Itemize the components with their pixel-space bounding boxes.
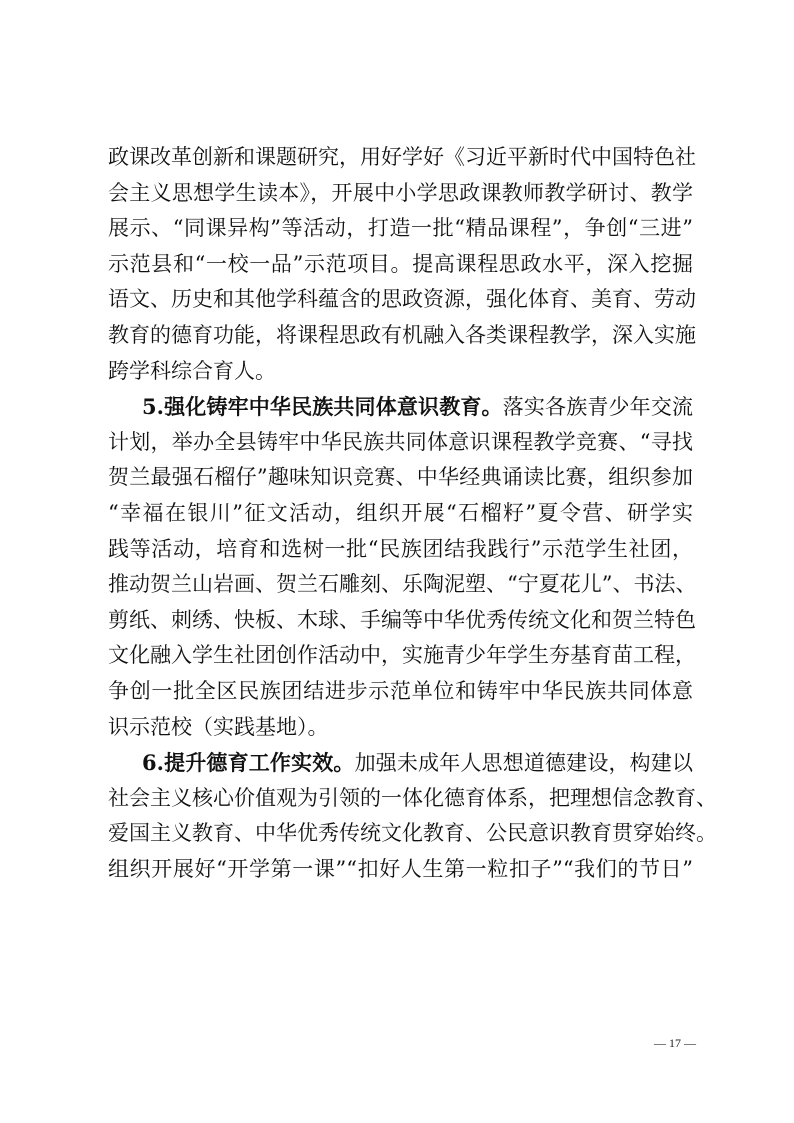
text-line: 跨学科综合育人。	[108, 358, 276, 383]
text-line: 贺兰最强石榴仔”趣味知识竞赛、中华经典诵读比赛，组织参加	[108, 465, 693, 490]
text-line: 剪纸、刺绣、快板、木球、手编等中华优秀传统文化和贺兰特色	[108, 607, 696, 632]
page-number: — 17 —	[654, 1036, 696, 1050]
text-line: 政课改革创新和课题研究，用好学好《习近平新时代中国特色社	[108, 145, 696, 169]
text-line: “幸福在银川”征文活动，组织开展“石榴籽”夏令营、研学实	[108, 500, 693, 525]
text-line: 文化融入学生社团创作活动中，实施青少年学生夯基育苗工程，	[108, 643, 696, 668]
section-6-first-line	[108, 745, 693, 781]
text-line: 会主义思想学生读本》，开展中小学思政课教师教学研讨、教学	[108, 180, 693, 205]
text-line: 计划，举办全县铸牢中华民族共同体意识课程教学竞赛、“寻找	[108, 429, 693, 454]
section-5-first-line	[108, 389, 693, 425]
text-line: 推动贺兰山岩画、贺兰石雕刻、乐陶泥塑、“宁夏花儿”、书法、	[108, 572, 697, 597]
text-line: 争创一批全区民族团结进步示范单位和铸牢中华民族共同体意	[108, 678, 693, 703]
text-line: 践等活动，培育和选树一批“民族团结我践行”示范学生社团，	[108, 536, 693, 561]
text-line: 识示范校（实践基地）。	[108, 714, 329, 739]
text-line: 示范县和“一校一品”示范项目。提高课程思政水平，深入挖掘	[108, 251, 693, 276]
section-6-first-line-text: 加强未成年人思想道德建设，构建以	[354, 751, 693, 776]
section-6-heading: 6.提升德育工作实效。	[142, 750, 355, 776]
section-5-first-line-text: 落实各族青少年交流	[502, 395, 694, 420]
section-5-heading: 5.强化铸牢中华民族共同体意识教育。	[142, 394, 503, 420]
body-text	[108, 140, 717, 887]
text-line: 组织开展好“开学第一课”“扣好人生第一粒扣子”“我们的节日”	[108, 856, 693, 881]
text-line: 爱国主义教育、中华优秀传统文化教育、公民意识教育贯穿始终。	[108, 821, 717, 846]
text-line: 教育的德育功能，将课程思政有机融入各类课程教学，深入实施	[108, 322, 696, 347]
text-line: 语文、历史和其他学科蕴含的思政资源，强化体育、美育、劳动	[108, 287, 696, 312]
text-line: 展示、“同课异构”等活动，打造一批“精品课程”，争创“三进”	[108, 216, 693, 241]
text-line: 社会主义核心价值观为引领的一体化德育体系，把理想信念教育、	[108, 785, 717, 810]
